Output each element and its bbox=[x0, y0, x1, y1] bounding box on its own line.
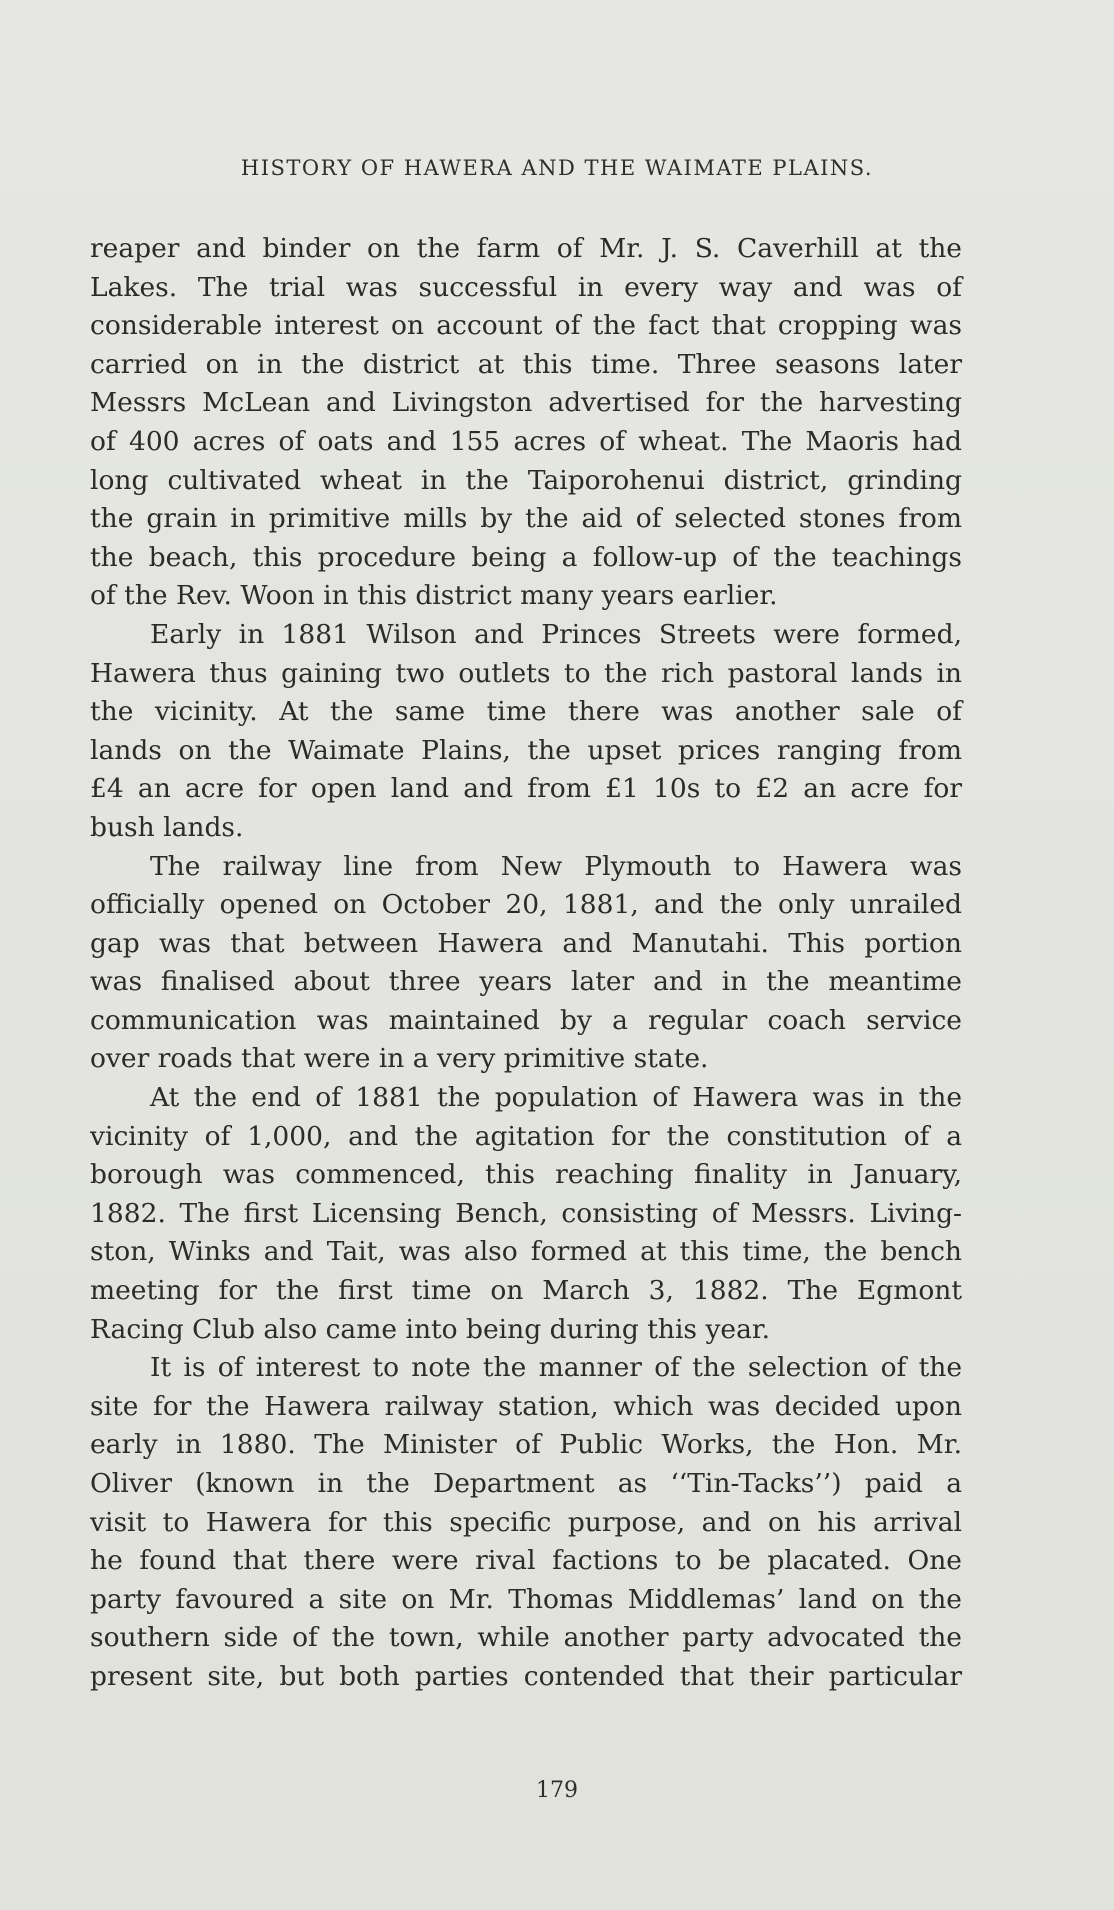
text-line: of 400 acres of oats and 155 acres of wheat. The Maoris had bbox=[90, 425, 962, 457]
text-line: At the end of 1881 the population of Hawera was in the bbox=[150, 1082, 962, 1114]
text-line: southern side of the town, while another party advocated the bbox=[90, 1622, 962, 1654]
text-line: borough was commenced, this reaching finality in January, bbox=[90, 1159, 962, 1191]
body-text bbox=[90, 230, 962, 1697]
text-line: the beach, this procedure being a follow-up of the teachings bbox=[90, 541, 962, 573]
text-line: Racing Club also came into being during this year. bbox=[90, 1313, 771, 1345]
text-line: Oliver (known in the Department as ‘‘Tin-Tacks’’) paid a bbox=[90, 1468, 962, 1499]
text-line: Messrs McLean and Livingston advertised for the harvesting bbox=[90, 387, 962, 419]
running-head: HISTORY OF HAWERA AND THE WAIMATE PLAINS. bbox=[240, 156, 874, 180]
text-line: the grain in primitive mills by the aid of selected stones from bbox=[90, 503, 962, 535]
text-line: The railway line from New Plymouth to Hawera was bbox=[150, 850, 962, 882]
text-line: meeting for the first time on March 3, 1882. The Egmont bbox=[90, 1275, 962, 1307]
text-line: present site, but both parties contended that their particular bbox=[90, 1660, 962, 1692]
text-line: considerable interest on account of the fact that cropping was bbox=[90, 310, 962, 342]
text-line: he found that there were rival factions to be placated. One bbox=[90, 1545, 962, 1577]
paragraph bbox=[90, 1349, 962, 1696]
paragraph bbox=[90, 1079, 962, 1349]
text-line: vicinity of 1,000, and the agitation for the constitution of a bbox=[90, 1120, 962, 1152]
text-line: 1882. The first Licensing Bench, consisting of Messrs. Living- bbox=[90, 1197, 962, 1229]
text-line: the vicinity. At the same time there was another sale of bbox=[90, 696, 962, 728]
text-line: Lakes. The trial was successful in every way and was of bbox=[90, 271, 962, 303]
text-line: site for the Hawera railway station, which was decided upon bbox=[90, 1390, 962, 1422]
text-line: £4 an acre for open land and from £1 10s to £2 an acre for bbox=[90, 773, 962, 805]
text-line: of the Rev. Woon in this district many years earlier. bbox=[90, 580, 778, 612]
text-line: Hawera thus gaining two outlets to the rich pastoral lands in bbox=[90, 657, 962, 689]
text-line: lands on the Waimate Plains, the upset prices ranging from bbox=[90, 734, 962, 766]
page-number: 179 bbox=[536, 1778, 578, 1803]
text-line: visit to Hawera for this specific purpose, and on his arrival bbox=[90, 1506, 962, 1538]
text-line: was finalised about three years later and in the meantime bbox=[90, 966, 962, 998]
text-line: party favoured a site on Mr. Thomas Middlemas’ land on the bbox=[90, 1583, 962, 1615]
text-line: long cultivated wheat in the Taiporohenui district, grinding bbox=[90, 464, 962, 496]
text-line: reaper and binder on the farm of Mr. J. S. Caverhill at the bbox=[90, 233, 962, 264]
text-line: communication was maintained by a regular coach service bbox=[90, 1004, 962, 1036]
text-line: early in 1880. The Minister of Public Works, the Hon. Mr. bbox=[90, 1429, 962, 1461]
paragraph bbox=[90, 616, 962, 848]
paragraph bbox=[90, 848, 962, 1080]
text-line: Early in 1881 Wilson and Princes Streets were formed, bbox=[150, 618, 962, 650]
text-line: officially opened on October 20, 1881, and the only unrailed bbox=[90, 889, 962, 921]
text-line: bush lands. bbox=[90, 811, 244, 843]
text-line: over roads that were in a very primitive state. bbox=[90, 1043, 709, 1075]
paragraph bbox=[90, 230, 962, 616]
text-line: It is of interest to note the manner of the selection of the bbox=[150, 1352, 962, 1384]
text-line: gap was that between Hawera and Manutahi. This portion bbox=[90, 927, 962, 959]
text-line: ston, Winks and Tait, was also formed at this time, the bench bbox=[90, 1236, 962, 1268]
text-line: carried on in the district at this time. Three seasons later bbox=[90, 348, 962, 380]
